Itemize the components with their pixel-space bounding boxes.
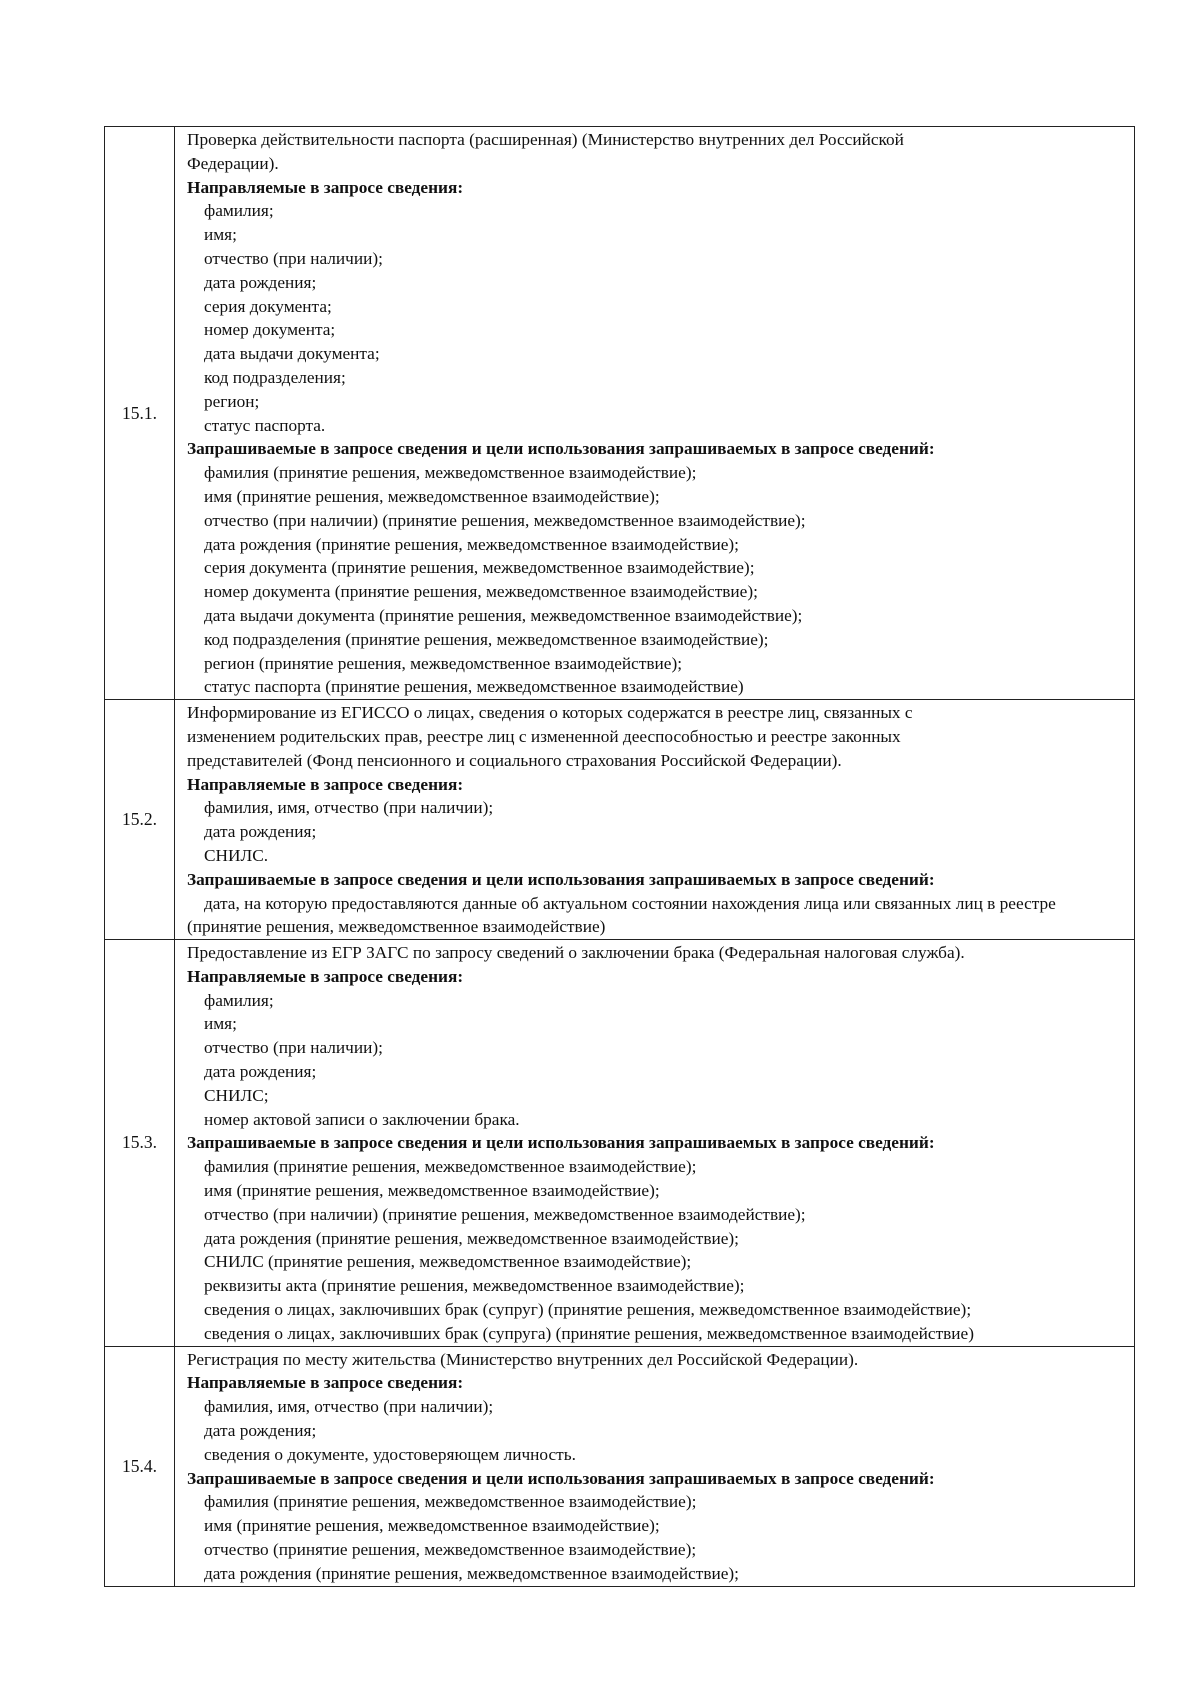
service-title-line: изменением родительских прав, реестре лиц с измененной дееспособностью и реестре законных [187, 726, 901, 746]
sent-data-heading: Направляемые в запросе сведения: [187, 966, 464, 986]
sent-data-item: отчество (при наличии); [204, 248, 383, 268]
requested-data-item: сведения о лицах, заключивших брак (супруга) (принятие решения, межведомственное взаимодействие) [204, 1323, 974, 1343]
sent-data-item: имя; [204, 225, 237, 245]
row-content [175, 1346, 1135, 1586]
sent-data-item: статус паспорта. [204, 415, 326, 435]
requested-data-item: имя (принятие решения, межведомственное взаимодействие); [204, 486, 660, 506]
sent-data-item: фамилия, имя, отчество (при наличии); [204, 1397, 494, 1417]
row-content [175, 700, 1135, 940]
sent-data-item: код подразделения; [204, 367, 346, 387]
requested-data-item: фамилия (принятие решения, межведомственное взаимодействие); [204, 1157, 697, 1177]
document-table [104, 126, 1135, 1587]
requested-data-item: дата рождения (принятие решения, межведомственное взаимодействие); [204, 1563, 739, 1583]
requested-data-item: номер документа (принятие решения, межведомственное взаимодействие); [204, 582, 758, 602]
service-title-line: Федерации). [187, 153, 279, 173]
sent-data-item: фамилия; [204, 990, 274, 1010]
requested-data-heading: Запрашиваемые в запросе сведения и цели использования запрашиваемых в запросе сведений: [187, 1133, 935, 1153]
sent-data-heading: Направляемые в запросе сведения: [187, 1373, 464, 1393]
table-row [105, 1346, 1135, 1586]
row-number: 15.1. [105, 127, 175, 700]
requested-data-item: серия документа (принятие решения, межведомственное взаимодействие); [204, 558, 755, 578]
sent-data-item: серия документа; [204, 296, 332, 316]
service-title-line: Проверка действительности паспорта (расширенная) (Министерство внутренних дел Российской [187, 130, 904, 149]
sent-data-item: дата рождения; [204, 1421, 317, 1441]
requested-data-item: фамилия (принятие решения, межведомственное взаимодействие); [204, 1492, 697, 1512]
requested-data-item: фамилия (принятие решения, межведомственное взаимодействие); [204, 463, 697, 483]
requested-data-item: имя (принятие решения, межведомственное взаимодействие); [204, 1181, 660, 1201]
row-number: 15.3. [105, 940, 175, 1347]
sent-data-heading: Направляемые в запросе сведения: [187, 177, 464, 197]
sent-data-item: фамилия; [204, 201, 274, 221]
sent-data-heading: Направляемые в запросе сведения: [187, 774, 464, 794]
sent-data-item: номер документа; [204, 320, 336, 340]
sent-data-item: СНИЛС. [204, 845, 269, 865]
table-row [105, 940, 1135, 1347]
requested-data-heading: Запрашиваемые в запросе сведения и цели использования запрашиваемых в запросе сведений: [187, 1468, 935, 1488]
sent-data-item: сведения о документе, удостоверяющем личность. [204, 1444, 576, 1464]
requested-data-item: дата выдачи документа (принятие решения, межведомственное взаимодействие); [204, 605, 803, 625]
service-title-line: представителей (Фонд пенсионного и социального страхования Российской Федерации). [187, 750, 842, 770]
requested-data-item: дата рождения (принятие решения, межведомственное взаимодействие); [204, 534, 739, 554]
row-content [175, 127, 1135, 700]
requested-data-item: сведения о лицах, заключивших брак (супруг) (принятие решения, межведомственное взаимодействие); [204, 1300, 972, 1320]
table-body [105, 127, 1135, 1587]
table-row [105, 700, 1135, 940]
requested-data-item: отчество (при наличии) (принятие решения, межведомственное взаимодействие); [204, 1204, 806, 1224]
requested-data-item: отчество (принятие решения, межведомственное взаимодействие); [204, 1540, 697, 1560]
row-content [175, 940, 1135, 1347]
service-title-line: Информирование из ЕГИССО о лицах, сведения о которых содержатся в реестре лиц, связанных с [187, 703, 913, 723]
row-number: 15.2. [105, 700, 175, 940]
service-title-line: Предоставление из ЕГР ЗАГС по запросу сведений о заключении брака (Федеральная налоговая служба). [187, 943, 965, 963]
row-number: 15.4. [105, 1346, 175, 1586]
sent-data-item: дата рождения; [204, 272, 317, 292]
sent-data-item: регион; [204, 391, 260, 411]
requested-data-item: регион (принятие решения, межведомственное взаимодействие); [204, 653, 683, 673]
sent-data-item: дата рождения; [204, 822, 317, 842]
requested-data-item: дата, на которую предоставляются данные об актуальном состоянии нахождения лица или связанных лиц в реестре (принятие решения, межведомственное взаимодействие) [187, 893, 1056, 937]
sent-data-item: имя; [204, 1014, 237, 1034]
requested-data-item: отчество (при наличии) (принятие решения, межведомственное взаимодействие); [204, 510, 806, 530]
sent-data-item: СНИЛС; [204, 1085, 269, 1105]
sent-data-item: дата выдачи документа; [204, 344, 380, 364]
requested-data-item: дата рождения (принятие решения, межведомственное взаимодействие); [204, 1228, 739, 1248]
requested-data-item: статус паспорта (принятие решения, межведомственное взаимодействие) [204, 677, 744, 697]
requested-data-heading: Запрашиваемые в запросе сведения и цели использования запрашиваемых в запросе сведений: [187, 869, 935, 889]
service-title-line: Регистрация по месту жительства (Министерство внутренних дел Российской Федерации). [187, 1349, 859, 1369]
requested-data-heading: Запрашиваемые в запросе сведения и цели использования запрашиваемых в запросе сведений: [187, 439, 935, 459]
table-row [105, 127, 1135, 700]
requested-data-item: СНИЛС (принятие решения, межведомственное взаимодействие); [204, 1252, 692, 1272]
requested-data-item: реквизиты акта (принятие решения, межведомственное взаимодействие); [204, 1276, 745, 1296]
sent-data-item: дата рождения; [204, 1062, 317, 1082]
requested-data-item: имя (принятие решения, межведомственное взаимодействие); [204, 1516, 660, 1536]
sent-data-item: номер актовой записи о заключении брака. [204, 1109, 520, 1129]
sent-data-item: отчество (при наличии); [204, 1038, 383, 1058]
sent-data-item: фамилия, имя, отчество (при наличии); [204, 798, 494, 818]
requested-data-item: код подразделения (принятие решения, межведомственное взаимодействие); [204, 629, 769, 649]
